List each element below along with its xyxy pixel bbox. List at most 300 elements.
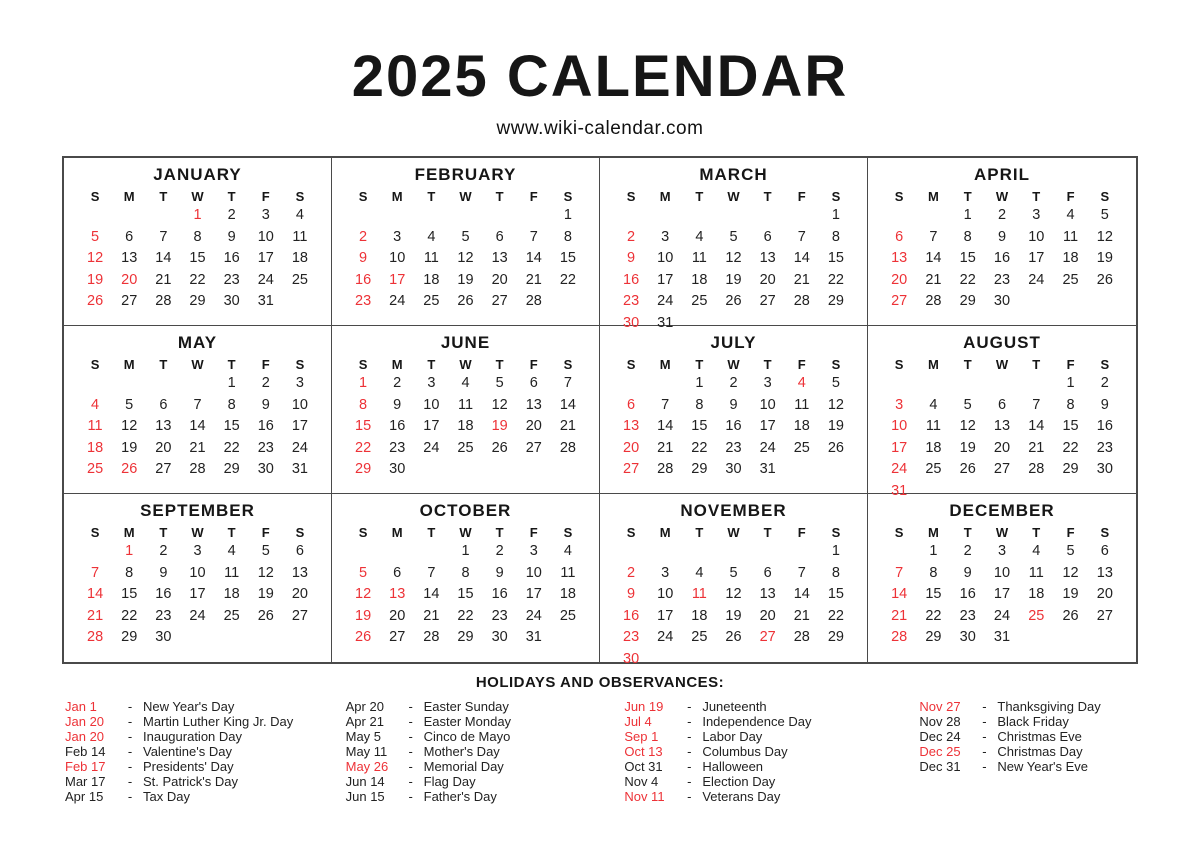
day-cell: 24 (423, 439, 440, 456)
weekday-label: T (159, 525, 168, 540)
day-cell: 6 (763, 228, 772, 245)
month-january (64, 158, 332, 326)
month-title: SEPTEMBER (140, 501, 255, 520)
weekday-label: T (159, 189, 168, 204)
weekday-header-row (78, 189, 317, 204)
day-cell: 11 (691, 586, 707, 602)
day-cell: 5 (261, 543, 270, 559)
weekday-label: F (797, 189, 806, 204)
weekday-label: T (427, 357, 436, 372)
day-cell: 18 (691, 271, 708, 288)
day-cell: 29 (121, 629, 138, 645)
day-cell: 1 (193, 207, 202, 223)
month-title: APRIL (974, 165, 1030, 184)
holiday-date: Nov 28 (919, 714, 961, 729)
day-cell: 22 (223, 439, 240, 456)
day-cell: 6 (997, 396, 1007, 413)
weekday-label: S (295, 189, 305, 204)
month-may (64, 326, 332, 494)
day-cell: 19 (959, 439, 976, 456)
holiday-row (624, 714, 919, 729)
day-cell: 12 (725, 250, 742, 266)
weekday-header-row (78, 525, 317, 540)
day-cell: 15 (559, 250, 576, 266)
day-cell: 24 (993, 607, 1011, 624)
day-blank (882, 373, 916, 395)
day-cell: 14 (525, 250, 542, 266)
day-cell: 30 (623, 314, 640, 331)
weekday-label: W (727, 357, 740, 372)
day-cell: 20 (891, 271, 908, 288)
weekday-label: T (427, 525, 436, 540)
weekday-label: T (695, 357, 704, 372)
day-cell: 8 (831, 564, 840, 581)
day-cell: 11 (457, 396, 474, 413)
holiday-row (65, 714, 346, 729)
day-blank (517, 205, 551, 227)
day-cell: 12 (121, 418, 138, 434)
day-cell: 12 (355, 586, 372, 602)
day-cell: 16 (389, 418, 406, 434)
month-november (600, 494, 868, 667)
day-cell: 4 (427, 228, 436, 245)
holiday-date: Mar 17 (65, 774, 106, 789)
day-cell: 2 (227, 207, 236, 223)
day-cell: 20 (389, 607, 406, 624)
day-cell: 20 (491, 271, 508, 288)
day-cell: 31 (891, 482, 908, 499)
days-grid (882, 541, 1122, 649)
month-title: DECEMBER (949, 501, 1055, 520)
day-cell: 7 (1032, 396, 1041, 413)
day-blank (146, 373, 180, 395)
day-cell: 7 (159, 228, 168, 245)
holiday-row (919, 699, 1200, 714)
day-cell: 19 (257, 586, 274, 602)
day-cell: 27 (389, 629, 406, 645)
weekday-label: F (1066, 189, 1075, 204)
day-cell: 17 (189, 586, 206, 602)
weekday-label: S (90, 357, 100, 372)
day-cell: 12 (457, 250, 474, 266)
day-cell: 13 (491, 250, 508, 266)
day-cell: 22 (827, 271, 844, 288)
day-cell: 25 (223, 607, 240, 624)
day-cell: 3 (661, 228, 670, 245)
day-cell: 17 (657, 607, 674, 624)
day-cell: 29 (959, 293, 976, 309)
day-cell: 26 (121, 461, 138, 477)
day-cell: 2 (1100, 375, 1109, 391)
holiday-name: Veterans Day (702, 789, 781, 804)
days-grid (346, 541, 585, 649)
holiday-date: Dec 25 (919, 744, 961, 759)
day-cell: 4 (1066, 207, 1075, 223)
month-title: JANUARY (153, 165, 242, 184)
day-cell: 5 (461, 228, 470, 245)
day-cell: 14 (891, 586, 908, 602)
day-cell: 17 (257, 250, 274, 266)
day-cell: 23 (257, 439, 274, 456)
day-cell: 14 (657, 418, 674, 434)
holiday-dash: - (687, 774, 692, 789)
days-grid (78, 541, 317, 649)
day-cell: 6 (393, 564, 402, 581)
day-cell: 16 (623, 271, 640, 288)
holiday-row (65, 774, 346, 789)
day-cell: 9 (627, 586, 636, 602)
days-grid (346, 205, 585, 313)
day-cell: 19 (457, 271, 474, 288)
day-cell: 23 (959, 607, 976, 624)
day-cell: 13 (759, 250, 776, 266)
day-cell: 19 (1062, 586, 1079, 602)
holiday-name: Father's Day (423, 789, 497, 804)
holiday-date: Feb 17 (65, 759, 106, 774)
weekday-label: T (1032, 189, 1041, 204)
day-blank (614, 205, 648, 227)
day-cell: 4 (797, 375, 806, 391)
day-blank (682, 205, 716, 227)
weekday-label: T (495, 357, 504, 372)
day-cell: 17 (525, 586, 542, 602)
day-cell: 11 (560, 564, 576, 581)
day-cell: 13 (1096, 564, 1113, 581)
day-cell: 18 (793, 418, 810, 434)
day-cell: 15 (223, 418, 240, 434)
day-cell: 25 (559, 607, 576, 624)
weekday-label: T (963, 525, 972, 540)
day-cell: 29 (691, 461, 708, 477)
day-cell: 20 (155, 439, 172, 456)
weekday-label: S (831, 525, 841, 540)
weekday-label: T (963, 189, 972, 204)
page-header (0, 0, 1200, 140)
holiday-row (65, 744, 346, 759)
weekday-label: F (261, 357, 270, 372)
day-cell: 28 (793, 629, 810, 645)
weekday-label: W (191, 525, 204, 540)
day-cell: 9 (627, 250, 636, 266)
day-cell: 10 (993, 564, 1011, 581)
day-cell: 28 (155, 293, 172, 309)
weekday-header-row (614, 189, 853, 204)
day-cell: 4 (295, 207, 304, 223)
holiday-date: Apr 15 (65, 789, 104, 804)
day-cell: 26 (959, 461, 976, 477)
day-cell: 15 (959, 250, 976, 266)
day-cell: 25 (793, 439, 810, 456)
holiday-date: Dec 31 (919, 759, 961, 774)
holiday-date: Nov 11 (624, 789, 665, 804)
holiday-name: Inauguration Day (143, 729, 243, 744)
day-cell: 2 (495, 543, 504, 559)
day-cell: 14 (559, 396, 576, 413)
day-blank (785, 541, 819, 563)
day-cell: 29 (827, 629, 844, 645)
holiday-name: Martin Luther King Jr. Day (143, 714, 294, 729)
day-cell: 20 (759, 607, 776, 624)
day-cell: 7 (661, 396, 670, 413)
weekday-label: W (995, 357, 1009, 372)
weekday-label: T (763, 525, 772, 540)
day-blank (346, 205, 380, 227)
day-cell: 21 (87, 607, 104, 624)
day-cell: 8 (125, 564, 134, 581)
day-cell: 16 (623, 607, 640, 624)
day-cell: 15 (457, 586, 474, 602)
holiday-dash: - (687, 729, 692, 744)
holiday-name: Memorial Day (423, 759, 504, 774)
day-cell: 10 (389, 250, 406, 266)
holiday-name: Easter Monday (423, 714, 512, 729)
day-blank (414, 205, 448, 227)
weekday-header-row (882, 357, 1122, 372)
holiday-row (624, 699, 919, 714)
day-cell: 2 (261, 375, 270, 391)
day-cell: 5 (359, 564, 368, 581)
day-cell: 28 (1028, 461, 1045, 477)
month-february (332, 158, 600, 326)
day-blank (916, 205, 950, 227)
day-cell: 2 (963, 543, 972, 559)
day-cell: 1 (963, 207, 972, 223)
weekday-label: T (495, 189, 504, 204)
day-cell: 25 (925, 461, 942, 477)
day-cell: 25 (1028, 607, 1045, 624)
day-cell: 15 (1062, 418, 1079, 434)
days-grid (882, 205, 1122, 313)
weekday-label: M (123, 357, 135, 372)
day-cell: 8 (929, 564, 938, 581)
day-cell: 13 (623, 418, 640, 434)
day-cell: 8 (1066, 396, 1075, 413)
day-cell: 17 (1028, 250, 1045, 266)
holiday-row (919, 744, 1200, 759)
day-cell: 27 (993, 461, 1011, 477)
holiday-dash: - (127, 774, 133, 789)
day-cell: 3 (193, 543, 202, 559)
day-blank (380, 541, 414, 563)
day-cell: 20 (291, 586, 308, 602)
day-blank (648, 373, 682, 395)
day-cell: 9 (359, 250, 368, 266)
day-cell: 3 (661, 564, 670, 581)
day-cell: 18 (1028, 586, 1045, 602)
day-cell: 6 (295, 543, 304, 559)
holiday-dash: - (687, 759, 692, 774)
month-march (600, 158, 868, 331)
holiday-date: Jan 20 (65, 729, 105, 744)
day-cell: 18 (291, 250, 308, 266)
days-grid (614, 541, 853, 670)
day-cell: 19 (121, 439, 138, 456)
holidays-heading: HOLIDAYS AND OBSERVANCES: (475, 674, 725, 691)
day-cell: 13 (759, 586, 776, 602)
holiday-date: Sep 1 (624, 729, 659, 744)
day-cell: 8 (563, 228, 572, 245)
day-cell: 28 (189, 461, 206, 477)
day-cell: 14 (155, 250, 172, 266)
day-cell: 31 (657, 314, 674, 331)
holiday-row (624, 789, 919, 804)
day-cell: 26 (87, 293, 104, 309)
weekday-label: S (894, 189, 904, 204)
day-cell: 3 (427, 375, 436, 391)
day-cell: 5 (1100, 207, 1109, 223)
day-cell: 27 (155, 461, 172, 477)
day-cell: 8 (831, 228, 840, 245)
holiday-date: Oct 31 (624, 759, 663, 774)
day-cell: 10 (759, 396, 776, 413)
day-cell: 25 (1062, 271, 1079, 288)
day-cell: 8 (695, 396, 704, 413)
day-cell: 12 (1096, 228, 1113, 245)
day-cell: 13 (291, 564, 308, 581)
day-cell: 10 (423, 396, 440, 413)
holiday-dash: - (408, 789, 413, 804)
weekday-label: T (227, 189, 236, 204)
day-cell: 18 (457, 418, 474, 434)
day-cell: 14 (189, 418, 206, 434)
day-cell: 1 (929, 543, 938, 559)
day-cell: 30 (389, 461, 406, 477)
holiday-dash: - (127, 729, 133, 744)
month-june (332, 326, 600, 494)
day-cell: 14 (793, 586, 810, 602)
day-cell: 26 (827, 439, 844, 456)
day-cell: 21 (1028, 439, 1045, 456)
day-cell: 21 (657, 439, 674, 456)
day-cell: 30 (959, 629, 976, 645)
weekday-label: S (626, 357, 636, 372)
holiday-dash: - (408, 744, 413, 759)
day-blank (380, 205, 414, 227)
holiday-row (919, 714, 1200, 729)
day-cell: 25 (291, 271, 308, 288)
day-cell: 29 (189, 293, 206, 309)
weekday-label: F (797, 357, 806, 372)
day-cell: 2 (159, 543, 168, 559)
day-cell: 2 (627, 228, 636, 245)
holiday-name: Easter Sunday (423, 699, 509, 714)
day-blank (180, 373, 214, 395)
day-cell: 24 (657, 293, 674, 309)
weekday-label: T (695, 525, 704, 540)
day-cell: 25 (423, 293, 440, 309)
day-cell: 24 (759, 439, 776, 456)
day-cell: 26 (355, 629, 372, 645)
month-title: AUGUST (963, 333, 1041, 352)
day-cell: 23 (725, 439, 742, 456)
day-cell: 16 (257, 418, 274, 434)
day-cell: 17 (891, 439, 908, 456)
day-cell: 16 (491, 586, 508, 602)
weekday-label: M (928, 189, 939, 204)
page-title: 2025 CALENDAR (351, 44, 849, 109)
holidays-section (0, 674, 1200, 804)
weekday-label: M (123, 525, 135, 540)
day-cell: 21 (525, 271, 542, 288)
day-blank (648, 205, 682, 227)
holiday-date: May 5 (345, 729, 382, 744)
holiday-name: Black Friday (997, 714, 1069, 729)
day-cell: 20 (993, 439, 1011, 456)
day-cell: 24 (389, 293, 406, 309)
day-cell: 10 (291, 396, 308, 413)
day-blank (716, 541, 750, 563)
day-cell: 11 (1063, 228, 1079, 245)
day-cell: 4 (1032, 543, 1041, 559)
weekday-header-row (346, 189, 585, 204)
day-cell: 21 (793, 607, 810, 624)
day-cell: 16 (1096, 418, 1113, 434)
day-cell: 12 (725, 586, 742, 602)
weekday-label: M (659, 189, 671, 204)
holiday-name: Thanksgiving Day (997, 699, 1101, 714)
day-cell: 29 (827, 293, 844, 309)
day-cell: 9 (997, 228, 1007, 245)
day-cell: 9 (261, 396, 270, 413)
day-cell: 4 (227, 543, 236, 559)
day-cell: 27 (891, 293, 908, 309)
month-july (600, 326, 868, 494)
day-cell: 22 (925, 607, 942, 624)
day-cell: 8 (461, 564, 470, 581)
weekday-label: F (529, 357, 538, 372)
holiday-row (919, 729, 1200, 744)
day-cell: 14 (87, 586, 104, 602)
day-cell: 29 (925, 629, 942, 645)
day-cell: 29 (457, 629, 474, 645)
holiday-row (346, 789, 625, 804)
day-cell: 9 (963, 564, 972, 581)
day-cell: 5 (1066, 543, 1075, 559)
weekday-label: F (529, 189, 538, 204)
day-blank (882, 205, 916, 227)
day-cell: 20 (623, 439, 640, 456)
holiday-row (624, 774, 919, 789)
day-cell: 30 (993, 293, 1011, 309)
day-cell: 31 (759, 461, 776, 477)
month-title: MAY (177, 333, 218, 352)
day-cell: 11 (87, 418, 103, 434)
day-cell: 30 (491, 629, 508, 645)
day-cell: 28 (423, 629, 440, 645)
holiday-name: Christmas Eve (997, 729, 1082, 744)
day-cell: 7 (929, 228, 938, 245)
day-cell: 25 (87, 461, 104, 477)
day-cell: 17 (657, 271, 674, 288)
day-cell: 28 (657, 461, 674, 477)
day-cell: 26 (457, 293, 474, 309)
day-cell: 22 (691, 439, 708, 456)
holiday-column (624, 699, 919, 804)
day-cell: 11 (925, 418, 941, 434)
holiday-name: Halloween (702, 759, 764, 774)
holiday-dash: - (982, 729, 987, 744)
holiday-dash: - (982, 714, 987, 729)
day-cell: 8 (193, 228, 202, 245)
day-cell: 2 (729, 375, 738, 391)
weekday-label: F (529, 525, 538, 540)
holiday-dash: - (408, 759, 413, 774)
day-cell: 22 (827, 607, 844, 624)
weekday-header-row (346, 525, 585, 540)
day-blank (751, 205, 785, 227)
day-cell: 21 (891, 607, 908, 624)
holiday-name: Christmas Day (997, 744, 1083, 759)
